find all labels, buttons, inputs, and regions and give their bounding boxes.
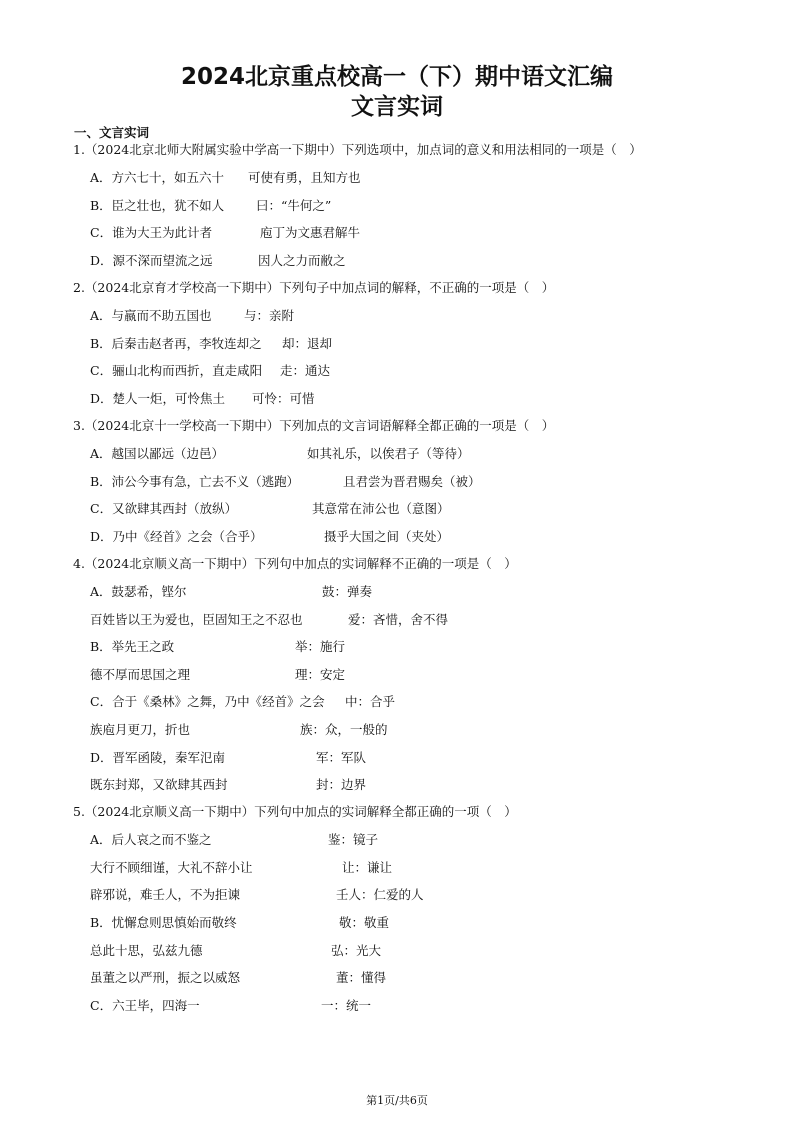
option-row (90, 336, 333, 352)
option-row (90, 639, 346, 655)
option-right: 董：懂得 (336, 970, 387, 985)
option-right: 可使有勇，且知方也 (248, 170, 361, 185)
option-left: B．臣之壮也，犹不如人 (90, 198, 225, 213)
option-row (90, 998, 372, 1014)
option-left: A．方六七十，如五六十 (90, 170, 225, 185)
option-left: A．后人哀之而不鉴之 (90, 832, 212, 847)
option-row (90, 694, 396, 710)
option-right: 且君尝为晋君赐矣（被） (343, 474, 481, 489)
option-left: D．源不深而望流之远 (90, 253, 213, 268)
option-row (90, 584, 373, 600)
option-left: A．鼓瑟希，铿尔 (90, 584, 187, 599)
option-row (90, 391, 315, 407)
option-right: 鼓：弹奏 (322, 584, 373, 599)
option-row (90, 750, 367, 766)
option-row (90, 860, 393, 876)
option-row (90, 253, 346, 269)
option-left: 百姓皆以王为爱也，臣固知王之不忍也 (90, 612, 303, 627)
option-left: 大行不顾细谨，大礼不辞小让 (90, 860, 253, 875)
option-right: 鉴：镜子 (328, 832, 379, 847)
option-right: 中：合乎 (345, 694, 396, 709)
option-left: B．忧懈怠则思慎始而敬终 (90, 915, 237, 930)
option-left: D．乃中《经首》之会（合乎） (90, 529, 263, 544)
option-row (90, 667, 346, 683)
option-left: 族庖月更刀，折也 (90, 722, 191, 737)
option-right: 军：军队 (316, 750, 367, 765)
option-left: 德不厚而思国之理 (90, 667, 191, 682)
option-row (90, 887, 424, 903)
option-left: B．后秦击赵者再，李牧连却之 (90, 336, 262, 351)
option-row (90, 970, 387, 986)
option-left: 既东封郑，又欲肆其西封 (90, 777, 228, 792)
option-right: 走：通达 (280, 363, 331, 378)
option-row (90, 474, 481, 490)
question-stem: 1.（2024北京北师大附属实验中学高一下期中）下列选项中，加点词的意义和用法相同的一项是（ ） (73, 142, 642, 157)
option-row (90, 943, 382, 959)
option-right: 封：边界 (316, 777, 367, 792)
page-number: 第1页/共6页 (366, 1094, 428, 1107)
option-left: C．六王毕，四海一 (90, 998, 200, 1013)
question-stem: 3.（2024北京十一学校高一下期中）下列加点的文言词语解释全都正确的一项是（ ） (73, 418, 555, 433)
option-right: 曰：“牛何之” (256, 198, 332, 213)
option-right: 如其礼乐，以俟君子（等待） (307, 446, 470, 461)
option-row (90, 777, 367, 793)
option-right: 让：谦让 (342, 860, 393, 875)
option-right: 族：众，一般的 (300, 722, 388, 737)
option-row (90, 363, 331, 379)
option-left: D．晋军函陵，秦军氾南 (90, 750, 226, 765)
option-left: B．沛公今事有急，亡去不义（逃跑） (90, 474, 300, 489)
option-row (90, 832, 379, 848)
option-row (90, 529, 450, 545)
option-right: 敬：敬重 (339, 915, 390, 930)
option-left: D．楚人一炬，可怜焦土 (90, 391, 226, 406)
option-left: 虽董之以严刑，振之以威怒 (90, 970, 241, 985)
option-left: B．举先王之政 (90, 639, 175, 654)
option-right: 理：安定 (295, 667, 346, 682)
document-title: 2024北京重点校高一（下）期中语文汇编 (180, 64, 613, 90)
option-right: 爱：吝惜，舍不得 (348, 612, 449, 627)
option-left: A．与嬴而不助五国也 (90, 308, 212, 323)
question-stem: 5.（2024北京顺义高一下期中）下列句中加点的实词解释全都正确的一项（ ） (73, 804, 517, 819)
option-right: 其意常在沛公也（意图） (312, 501, 450, 516)
option-row (90, 170, 361, 186)
option-right: 因人之力而敝之 (258, 253, 346, 268)
option-left: C．又欲肆其西封（放纵） (90, 501, 238, 516)
option-left: C．骊山北构而西折，直走咸阳 (90, 363, 263, 378)
option-right: 一：统一 (321, 998, 372, 1013)
option-row (90, 198, 332, 214)
option-right: 却：退却 (282, 336, 333, 351)
option-right: 可怜：可惜 (252, 391, 315, 406)
question-stem: 4.（2024北京顺义高一下期中）下列句中加点的实词解释不正确的一项是（ ） (73, 556, 517, 571)
option-row (90, 308, 295, 324)
option-left: C．谁为大王为此计者 (90, 225, 213, 240)
question-stem: 2.（2024北京育才学校高一下期中）下列句子中加点词的解释，不正确的一项是（ ） (73, 280, 555, 295)
option-row (90, 612, 449, 628)
document-subtitle: 文言实词 (351, 94, 443, 120)
option-right: 与：亲附 (244, 308, 295, 323)
option-right: 摄乎大国之间（夹处） (324, 529, 450, 544)
option-row (90, 501, 450, 517)
option-right: 举：施行 (295, 639, 346, 654)
option-left: 总此十思，弘兹九德 (90, 943, 203, 958)
option-row (90, 915, 390, 931)
option-row (90, 722, 388, 738)
option-right: 壬人：仁爱的人 (336, 887, 424, 902)
option-left: A．越国以鄙远（边邑） (90, 446, 225, 461)
section-heading: 一、文言实词 (74, 125, 150, 140)
option-left: C．合于《桑林》之舞，乃中《经首》之会 (90, 694, 325, 709)
option-row (90, 446, 470, 462)
option-right: 弘：光大 (331, 943, 382, 958)
option-right: 庖丁为文惠君解牛 (260, 225, 361, 240)
option-left: 辟邪说，难壬人，不为拒谏 (90, 887, 241, 902)
option-row (90, 225, 361, 241)
